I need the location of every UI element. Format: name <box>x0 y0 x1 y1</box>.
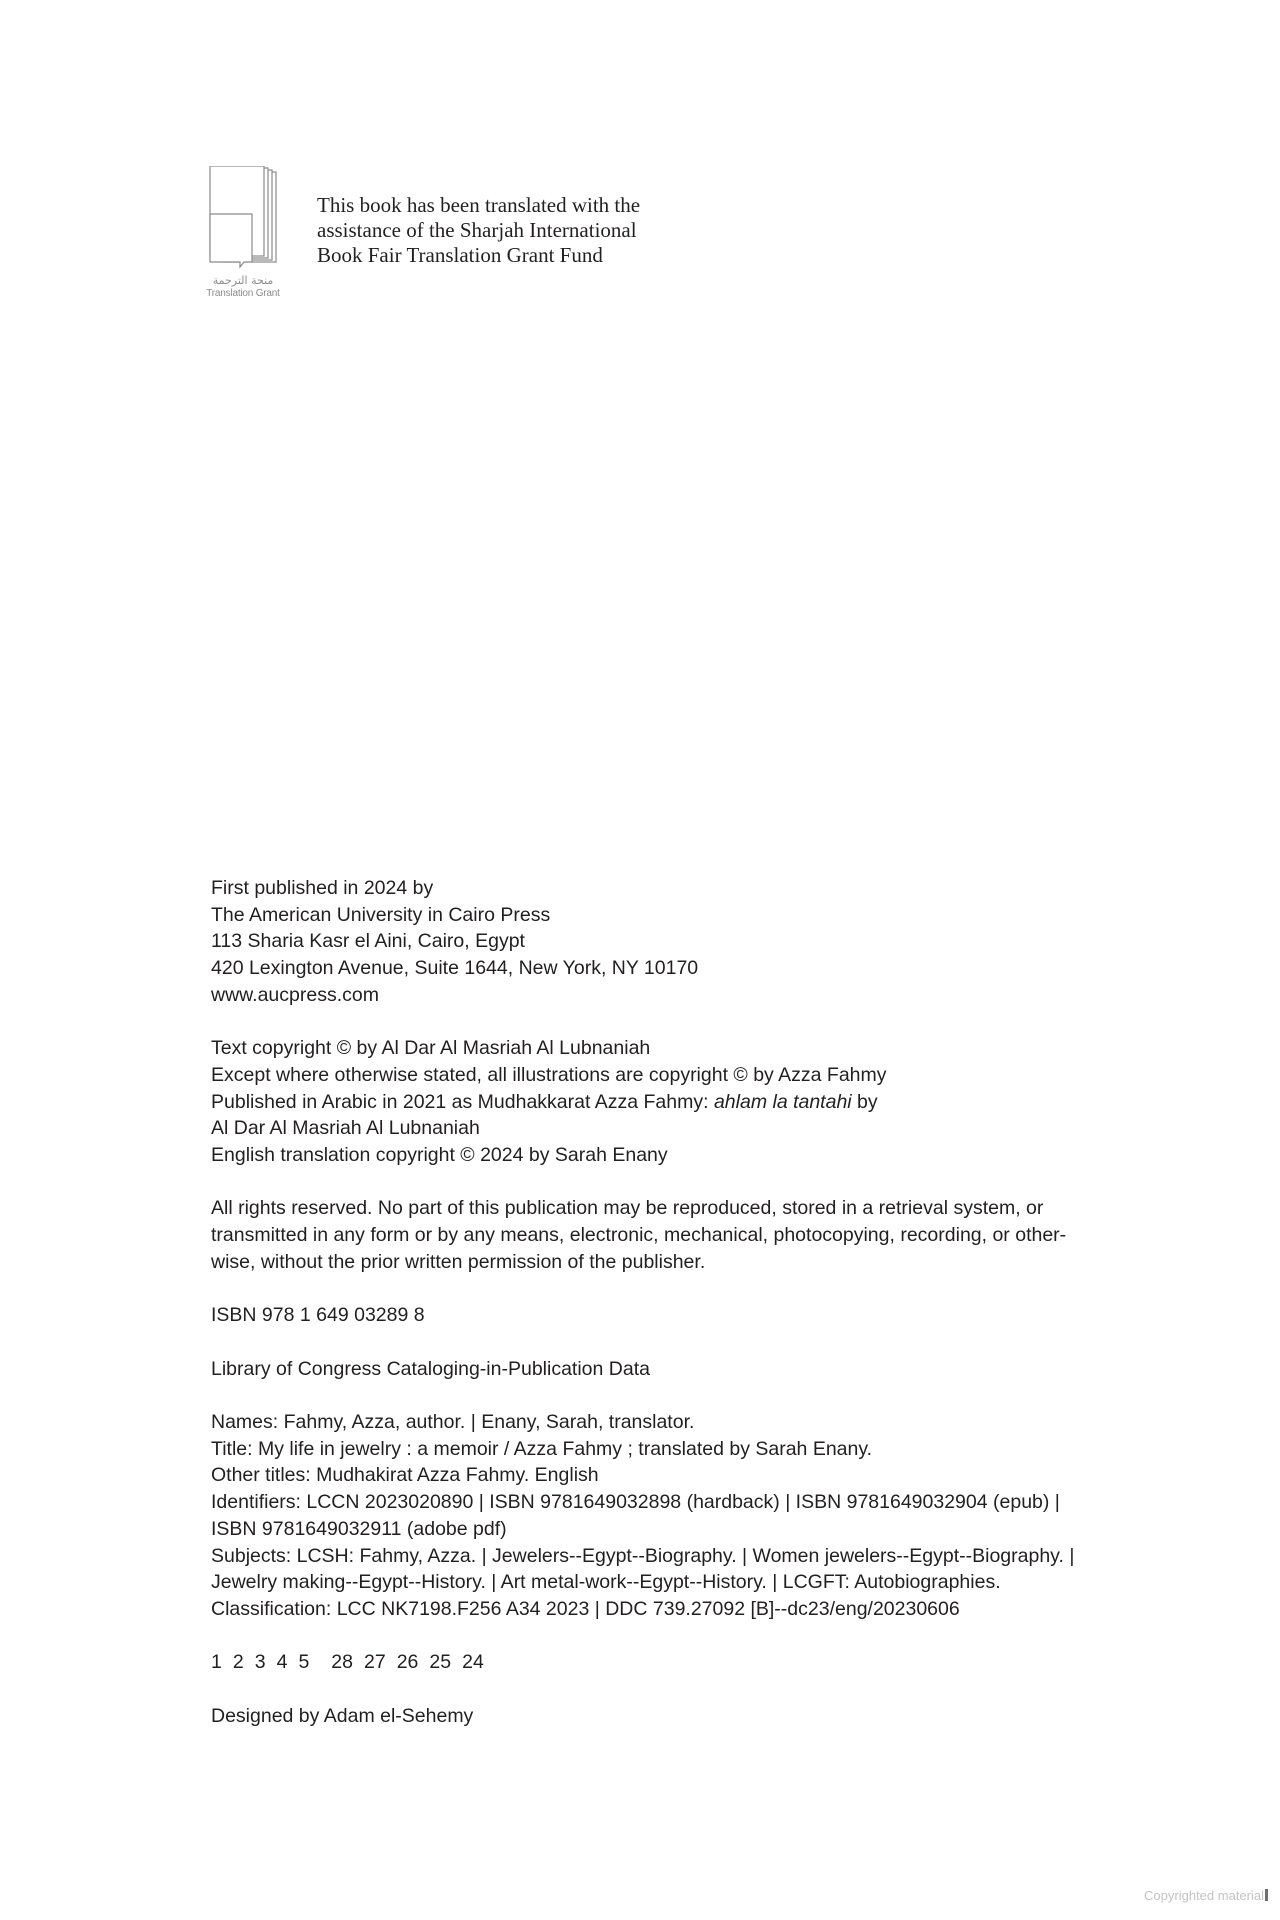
impression-number: 1 <box>211 1651 222 1674</box>
cip-names: Names: Fahmy, Azza, author. | Enany, Sarah, translator. <box>211 1410 695 1433</box>
translation-grant-logo <box>202 166 284 302</box>
illustrations-copyright-line: Except where otherwise stated, all illustrations are copyright © by Azza Fahmy <box>211 1063 887 1086</box>
printing-year: 24 <box>462 1651 484 1674</box>
impression-number: 5 <box>298 1651 310 1674</box>
loc-heading-block <box>211 1356 1111 1383</box>
text-copyright-line: Text copyright © by Al Dar Al Masriah Al Lubnaniah <box>211 1037 651 1060</box>
watermark-bar <box>1265 1889 1268 1901</box>
watermark-text: Copyrighted material <box>1144 1888 1264 1903</box>
rights-line: wise, without the prior written permission of the publisher. <box>211 1250 706 1273</box>
copyright-imprint <box>211 875 1111 1729</box>
copyrighted-material-watermark <box>1144 1888 1268 1903</box>
isbn-line: ISBN 978 1 649 03289 8 <box>211 1304 425 1327</box>
cip-other-titles: Other titles: Mudhakirat Azza Fahmy. English <box>211 1464 599 1487</box>
isbn-block <box>211 1302 1111 1329</box>
translation-grant-logo-icon <box>206 166 280 274</box>
rights-line: All rights reserved. No part of this publication may be reproduced, stored in a retrieval system, or <box>211 1197 1044 1220</box>
first-published-line: First published in 2024 by <box>211 877 434 899</box>
arabic-edition-line <box>211 1089 1111 1116</box>
cip-identifiers-cont: ISBN 9781649032911 (adobe pdf) <box>211 1517 507 1540</box>
cip-identifiers: Identifiers: LCCN 2023020890 | ISBN 9781649032898 (hardback) | ISBN 9781649032904 (epub) | <box>211 1491 1060 1514</box>
printing-line <box>211 1649 1111 1676</box>
cip-data-block <box>211 1409 1111 1623</box>
arabic-edition-prefix: Published in Arabic in 2021 as Mudhakkarat Azza Fahmy: <box>211 1090 714 1113</box>
impression-number: 4 <box>276 1651 288 1674</box>
cip-subjects-cont: Jewelry making--Egypt--History. | Art metal-work--Egypt--History. | LCGFT: Autobiographies. <box>211 1571 1001 1594</box>
arabic-edition-suffix: by <box>851 1090 878 1113</box>
publisher-name: The American University in Cairo Press <box>211 903 551 926</box>
cip-classification: Classification: LCC NK7198.F256 A34 2023 | DDC 739.27092 [B]--dc23/eng/20230606 <box>211 1597 960 1620</box>
printing-year: 25 <box>429 1651 452 1674</box>
translation-grant-note <box>317 193 640 268</box>
logo-english-caption: Translation Grant <box>206 288 280 299</box>
printing-year: 26 <box>396 1651 419 1674</box>
loc-heading: Library of Congress Cataloging-in-Publication Data <box>211 1357 650 1380</box>
grant-note-line: assistance of the Sharjah International <box>317 218 637 242</box>
impression-number: 3 <box>254 1651 266 1674</box>
designer-block <box>211 1703 1111 1730</box>
publisher-block <box>211 875 1111 1009</box>
impression-number: 2 <box>232 1651 244 1674</box>
grant-note-line: This book has been translated with the <box>317 193 641 217</box>
logo-arabic-caption: منحة الترجمة <box>212 274 274 287</box>
cip-subjects: Subjects: LCSH: Fahmy, Azza. | Jewelers--Egypt--Biography. | Women jewelers--Egypt--Biography. | <box>211 1544 1075 1567</box>
arabic-publisher-line: Al Dar Al Masriah Al Lubnaniah <box>211 1117 480 1140</box>
publisher-website: www.aucpress.com <box>211 983 379 1006</box>
cip-title: Title: My life in jewelry : a memoir / Azza Fahmy ; translated by Sarah Enany. <box>211 1437 873 1460</box>
publisher-address-new-york: 420 Lexington Avenue, Suite 1644, New York, NY 10170 <box>211 957 699 980</box>
rights-line: transmitted in any form or by any means, electronic, mechanical, photocopying, recording, or other- <box>211 1224 1067 1247</box>
printing-year: 27 <box>364 1651 386 1674</box>
designer-credit: Designed by Adam el-Sehemy <box>211 1704 474 1727</box>
arabic-edition-title: ahlam la tantahi <box>713 1090 852 1113</box>
copyright-block <box>211 1035 1111 1169</box>
publisher-address-cairo: 113 Sharia Kasr el Aini, Cairo, Egypt <box>211 930 525 953</box>
grant-note-line: Book Fair Translation Grant Fund <box>317 243 603 267</box>
translation-copyright-line: English translation copyright © 2024 by Sarah Enany <box>211 1144 668 1167</box>
printing-year: 28 <box>331 1651 353 1674</box>
rights-block <box>211 1195 1111 1275</box>
